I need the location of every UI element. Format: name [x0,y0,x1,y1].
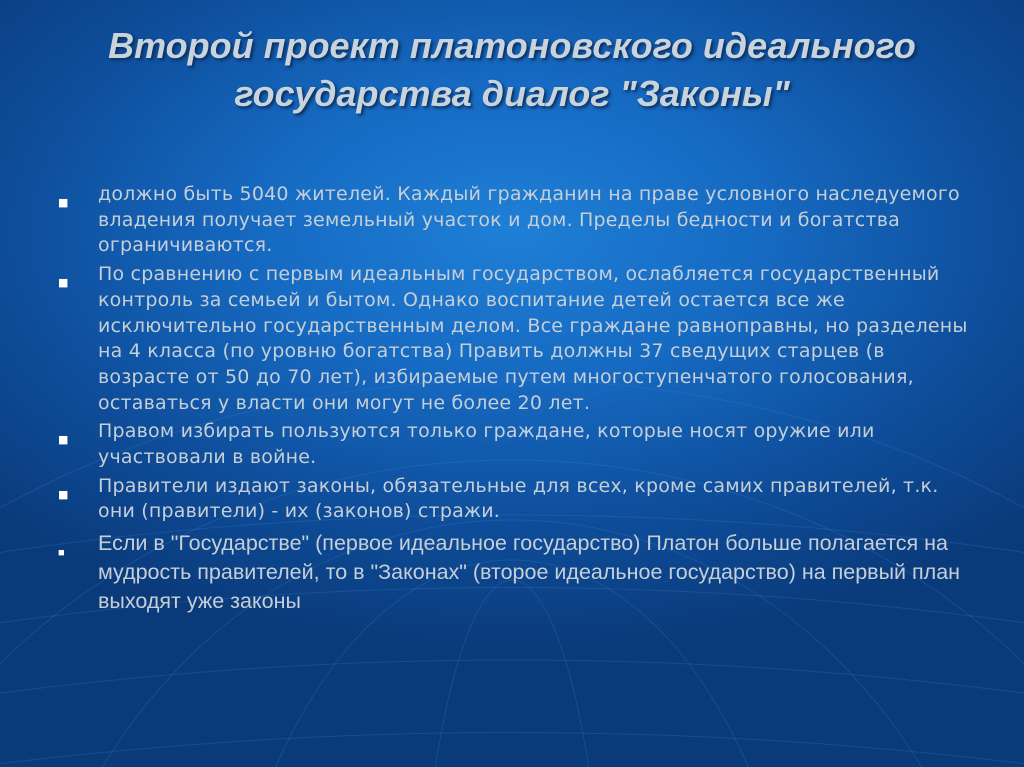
bullet-item [58,182,978,259]
bullet-item [58,262,978,416]
bullet-list [58,182,978,616]
bullet-item [58,419,978,470]
square-bullet-icon: ■ [58,487,69,501]
bullet-text: Если в "Государстве" (первое идеальное государство) Платон больше полагается на мудрость правителей, то в "Законах" (второе идеальное государство) на первый план выходят уже законы [98,531,961,614]
square-bullet-icon: ■ [58,547,65,560]
bullet-text: Правители издают законы, обязательные для всех, кроме самих правителей, т.к. они (правители) - их (законов) стражи. [98,474,939,523]
square-bullet-icon: ■ [58,433,69,447]
bullet-item [58,529,978,616]
slide-title: Второй проект платоновского идеального государства диалог "Законы" [108,25,916,114]
bullet-text: должно быть 5040 жителей. Каждый гражданин на праве условного наследуемого владения получает земельный участок и дом. Пределы бедности и богатства ограничиваются. [98,183,960,257]
bullet-text: Правом избирать пользуются только граждане, которые носят оружие или участвовали в войне. [98,420,875,469]
bullet-text: По сравнению с первым идеальным государством, ослабляется государственный контроль за семьей и бытом. Однако воспитание детей остается все же исключительно государственным делом. Все граждане равноправны, но разделены на 4 класса (по уровню богатства) Править должны 37 сведущих старцев (в возрасте от 50 до 70 лет), избираемые путем многоступенчатого голосования, оставаться у власти они могут не более 20 лет. [98,263,968,414]
square-bullet-icon: ■ [58,196,69,209]
square-bullet-icon: ■ [58,276,69,290]
bullet-item [58,474,978,525]
